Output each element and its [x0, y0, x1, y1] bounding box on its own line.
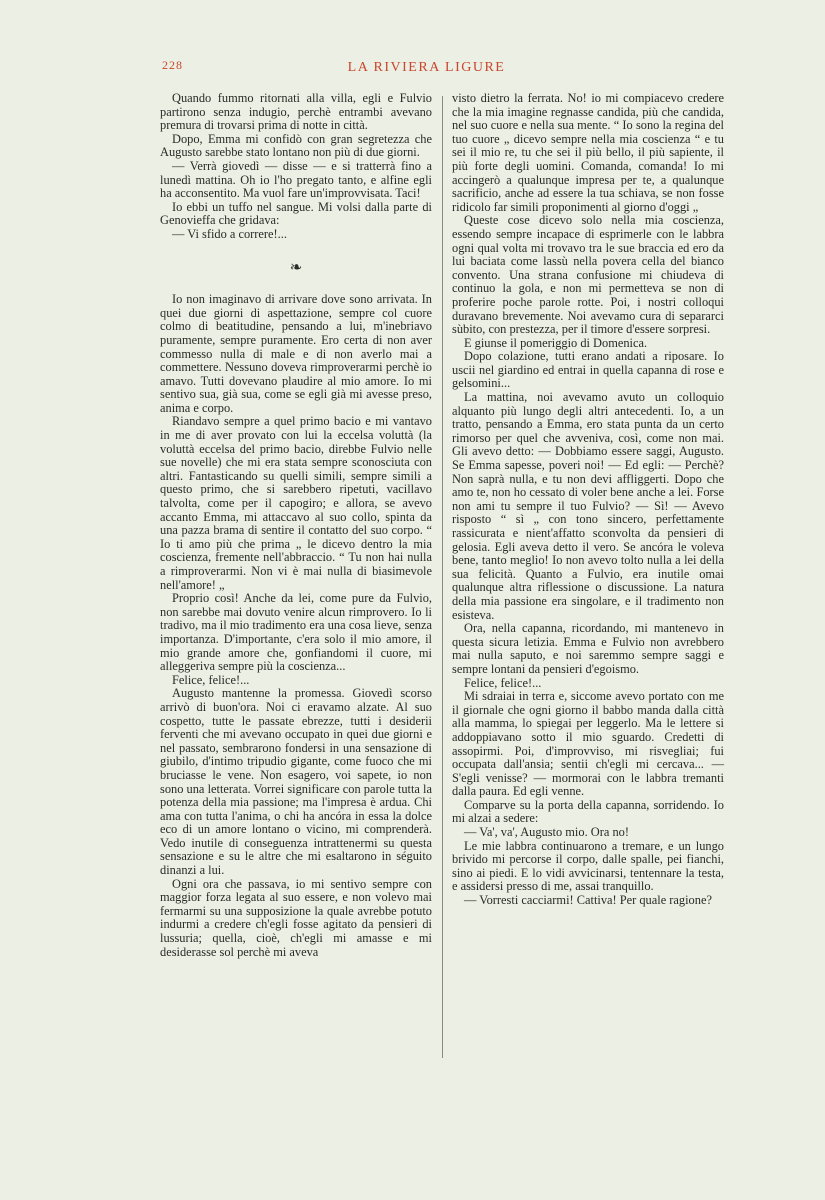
running-title: LA RIVIERA LIGURE	[347, 60, 506, 75]
paragraph: — Vi sfido a correre!...	[172, 226, 287, 241]
paragraph: — Va', va', Augusto mio. Ora no!	[464, 825, 629, 840]
paragraph: Ogni ora che passava, io mi sentivo sempre con maggior forza legata al suo essere, e non volevo mai fermarmi su una supposizione la quale avrebbe potuto indurmi a credere ch'egli fosse agitato da pensieri di lussuria; quella, cioè, ch'egli mi amasse e mi desiderasse sol perchè mi aveva	[160, 876, 432, 959]
column-divider	[442, 96, 443, 1058]
paragraph: La mattina, noi avevamo avuto un colloquio alquanto più lungo degli altri antecedenti. Io, a un tratto, pensando a Emma, ero stata punta da un certo rimorso per quel che avveniva, così, come non mai. Gli avevo detto: — Dobbiamo essere saggi, Augusto. Se Emma sapesse, poveri noi! — Ed egli: — Perchè? Non saprà nulla, e tu non devi affliggerti. Dopo che amo te, non ho cessato di voler bene anche a lei. Forse non ami tu sempre il tuo Fulvio? — Sì! — Avevo risposto “ sì „ con tono sincero, perfettamente rassicurata e nient'affatto sconvolta da pensieri di gelosia. Egli aveva detto il vero. Se ancóra le voleva bene, tanto meglio! Io non avevo tolto nulla a lei della sua felicità. Quanto a Fulvio, era inutile omai qualunque altra riflessione o discussione. La natura della mia passione era singolare, e il tradimento non esisteva.	[452, 390, 724, 622]
paragraph: Io non imaginavo di arrivare dove sono arrivata. In quei due giorni di aspettazione, sempre col cuore colmo di beatitudine, pensando a lui, m'inebriavo puramente, sempre puramente. Ero certa di non aver commesso nulla di male e di non averlo mai a commettere. Nessuno doveva rimproverarmi perchè io amavo. Tutti dovevano plaudire al mio amore. Io mi sentivo sua, già sua, come se egli già mi avesse preso, anima e corpo.	[160, 292, 432, 415]
paragraph: Mi sdraiai in terra e, siccome avevo portato con me il giornale che ogni giorno il babbo manda dalla città alla mamma, lo spiegai per leggerlo. Ma le lettere si addoppiavano sotto il mio sguardo. Credetti di assopirmi. Poi, d'improvviso, mi risvegliai; fui occupata dall'ansia; sentii ch'egli mi cercava... — S'egli venisse? — mormorai con le labbra tremanti dalla paura. Ed egli venne.	[452, 689, 724, 799]
paragraph: Augusto mantenne la promessa. Giovedì scorso arrivò di buon'ora. Noi ci eravamo alzate. Al suo cospetto, tutte le passate ebrezze, tutti i desiderii ferventi che mi avevano occupato in quei due giorni e nel passato, sembrarono fondersi in una sensazione di giubilo, d'intimo tripudio gigante, come fuoco che mi bruciasse le vene. Non esagero, voi sapete, io non sono una letterata. Vorrei significare con parole tutta la potenza della mia passione; ma l'impresa è ardua. Chi ama con tutta l'anima, o chi ha ancóra in essa la dolce eco di un amore lontano o vicino, mi comprenderà. Vedo inutile di conseguenza intrattenermi su questa sensazione e su le altre che mi esaltarono in séguito dinanzi a lui.	[160, 686, 432, 878]
right-column	[452, 92, 724, 908]
page-number: 228	[162, 58, 183, 72]
paragraph: Dopo colazione, tutti erano andati a riposare. Io uscii nel giardino ed entrai in quella capanna di rose e gelsomini...	[452, 349, 724, 391]
paragraph: Quando fummo ritornati alla villa, egli e Fulvio partirono senza indugio, perchè entrambi avevano premura di trovarsi prima di notte in città.	[160, 91, 432, 133]
paragraph: Felice, felice!...	[172, 672, 250, 687]
paragraph: Comparve su la porta della capanna, sorridendo. Io mi alzai a sedere:	[452, 797, 724, 826]
paragraph: Dopo, Emma mi confidò con gran segretezza che Augusto sarebbe stato lontano non più di due giorni.	[160, 131, 432, 160]
paragraph: Ora, nella capanna, ricordando, mi mantenevo in questa sicura letizia. Emma e Fulvio non avrebbero mai nulla saputo, e noi saremmo sempre saggi e sempre lontani da pensieri d'egoismo.	[452, 621, 724, 676]
paragraph: Le mie labbra continuarono a tremare, e un lungo brivido mi percorse il corpo, dalle spalle, pei fianchi, sino ai piedi. E lo vidi avvicinarsi, tentennare la testa, e assidersi presso di me, assai tranquillo.	[452, 838, 724, 894]
paragraph: Proprio così! Anche da lei, come pure da Fulvio, non sarebbe mai dovuto venire alcun rimprovero. Io li tradivo, ma il mio tradimento era una cosa lieve, senza importanza. D'importante, c'era solo il mio amore, il mio grande amore che, gonfiandomi il cuore, mi alleggeriva sempre più la coscienza...	[160, 591, 432, 674]
paragraph: Felice, felice!...	[464, 675, 542, 690]
paragraph: visto dietro la ferrata. No! io mi compiacevo credere che la mia imagine regnasse candida, più che candida, nel suo cuore e nella sua mente. “ Io sono la regina del tuo cuore „ dicevo sempre nella mia coscienza “ e tu sei il mio re, tu che sei il più bello, il più sapiente, il più forte degli uomini. Comanda, comanda! Io mi accingerò a qualunque impresa per te, a qualunque sacrificio, anche ad essere la tua schiava, se non fosse ridicolo far simili proponimenti al giorno d'oggi „	[452, 91, 724, 214]
paragraph: — Verrà giovedì — disse — e si tratterrà fino a lunedì mattina. Oh io l'ho pregato tanto, e alfine egli ha acconsentito. Ma vuol fare un'improvvisata. Taci!	[160, 158, 432, 201]
paragraph: Riandavo sempre a quel primo bacio e mi vantavo in me di aver provato con lui la eccelsa voluttà (la voluttà eccelsa del primo bacio, direbbe Fulvio nelle sue novelle) che mi era stata sempre sconosciuta con altri. Fantasticando su quelli simili, sempre simili a questo primo, che si sarebbero ripetuti, vacillavo talvolta, come per il capogiro; e allora, se avevo accanto Emma, mi attaccavo al suo collo, spinta da una pazza brama di sentire il contatto del suo corpo. “ Io ti amo più che prima „ le dicevo dentro la mia coscienza, fremente nell'abbraccio. “ Tu non hai nulla a rimproverarmi. Non vi è mai nulla di biasimevole nell'amore! „	[160, 414, 432, 592]
paragraph: Queste cose dicevo solo nella mia coscienza, essendo sempre incapace di esprimerle con le labbra ogni qual volta mi trovavo tra le sue braccia ed ero da lui baciata come lassù nella povera cella del bianco convento. Una strana confusione mi chiudeva di continuo la gola, e non mi permetteva se non di proferire poche parole rotte. Poi, i nostri colloqui duravano brevemente. Noi avevamo cura di separarci sùbito, con prestezza, per il timore d'essere sorpresi.	[452, 213, 724, 337]
paragraph: Io ebbi un tuffo nel sangue. Mi volsi dalla parte di Genovieffa che gridava:	[160, 199, 432, 228]
paragraph: E giunse il pomeriggio di Domenica.	[464, 335, 648, 350]
left-column	[160, 92, 432, 959]
section-ornament-icon: ❧	[289, 259, 303, 276]
paragraph: — Vorresti cacciarmi! Cattiva! Per quale ragione?	[464, 893, 712, 908]
